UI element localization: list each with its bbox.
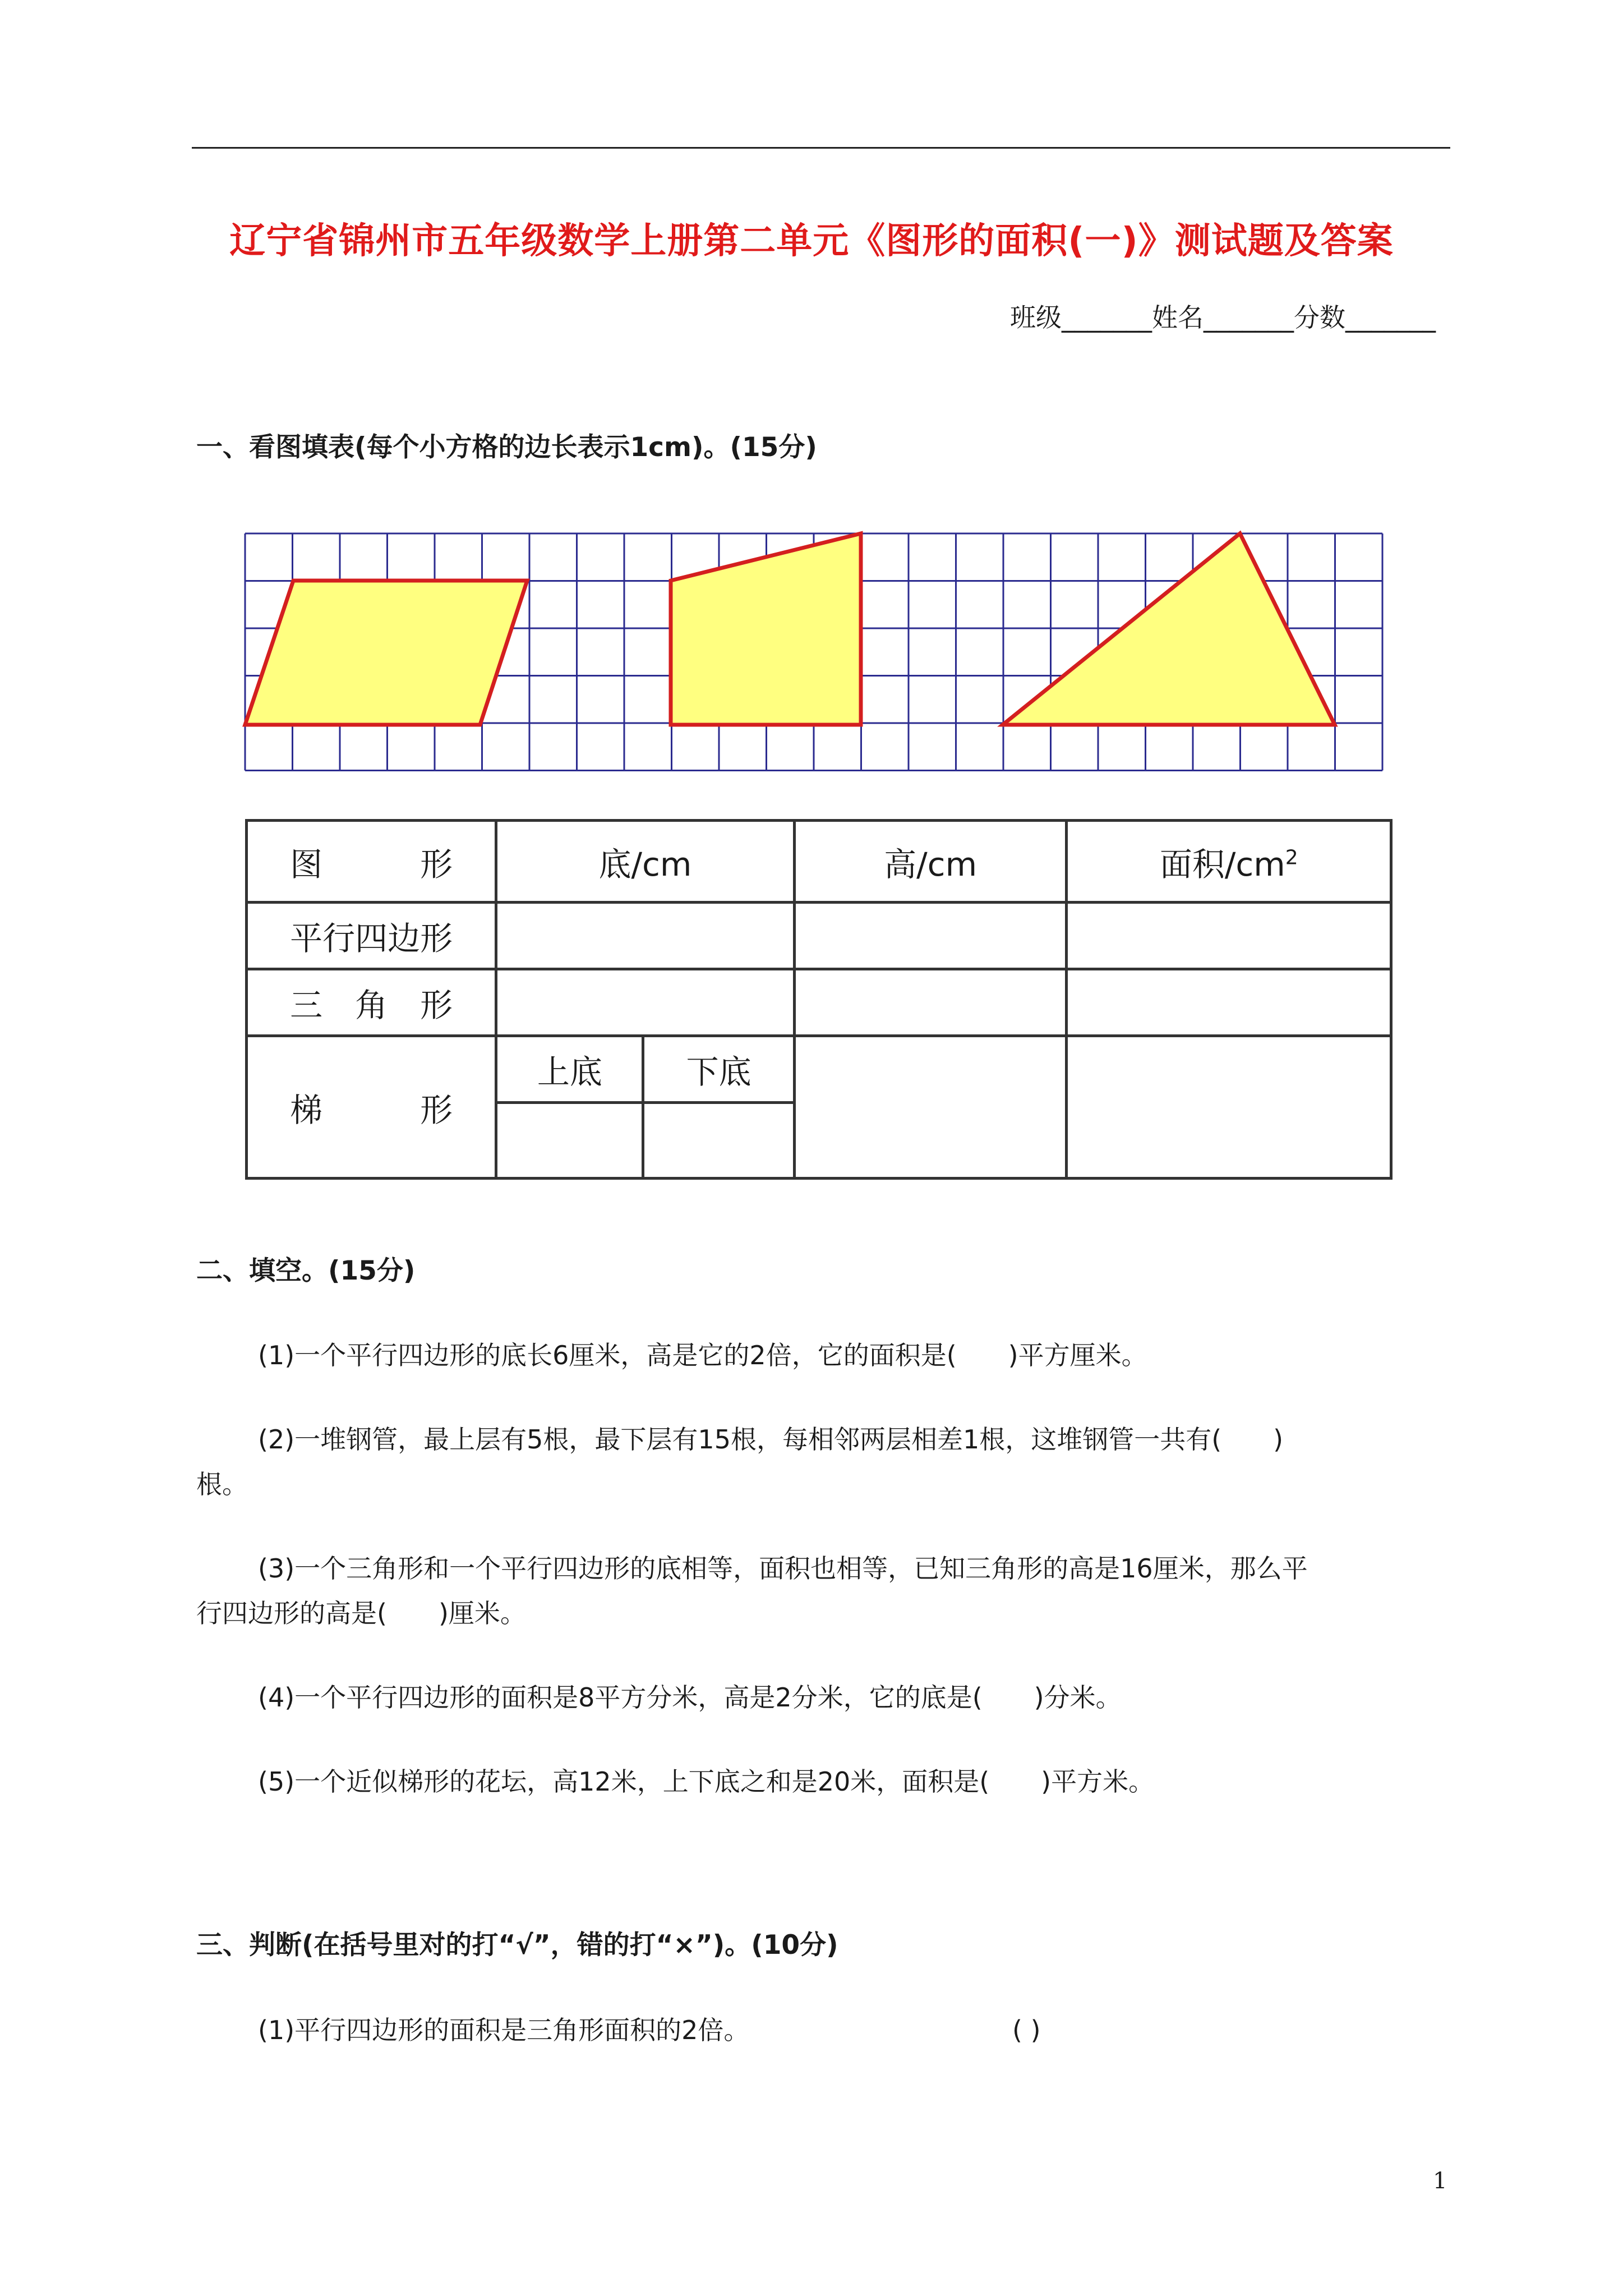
fill-question-2: (2)一堆钢管，最上层有5根，最下层有15根，每相邻两层相差1根，这堆钢管一共有( ) xyxy=(258,1424,1284,1455)
header-shape: 图 形 xyxy=(247,821,496,903)
fill-question-4: (4)一个平行四边形的面积是8平方分米，高是2分米，它的底是( )分米。 xyxy=(258,1682,1122,1713)
trapezoid-shape xyxy=(671,533,861,725)
shape-grid-figure xyxy=(0,0,1623,797)
fill-question-1: (1)一个平行四边形的底长6厘米，高是它的2倍，它的面积是( )平方厘米。 xyxy=(258,1340,1147,1370)
parallelogram-height-cell[interactable] xyxy=(794,903,1067,969)
section1-heading: 一、看图填表(每个小方格的边长表示1cm)。(15分) xyxy=(196,432,817,463)
row-trapezoid: 梯 形 xyxy=(247,1036,496,1179)
fill-question-5: (5)一个近似梯形的花坛，高12米，上下底之和是20米，面积是( )平方米。 xyxy=(258,1766,1155,1797)
triangle-area-cell[interactable] xyxy=(1067,969,1391,1036)
trapezoid-height-cell[interactable] xyxy=(794,1036,1067,1179)
upper-base-label: 上底 xyxy=(496,1036,643,1103)
fill-question-3-cont: 行四边形的高是( )厘米。 xyxy=(196,1598,526,1628)
row-parallelogram: 平行四边形 xyxy=(247,903,496,969)
header-area: 面积$/cm^2$ xyxy=(1067,821,1391,903)
parallelogram-area-cell[interactable] xyxy=(1067,903,1391,969)
fill-question-2-cont: 根。 xyxy=(196,1469,248,1499)
page-title: 辽宁省锦州市五年级数学上册第二单元《图形的面积(一)》测试题及答案 xyxy=(229,220,1394,262)
section3-heading: 三、判断(在括号里对的打“√”，错的打“×”)。(10分) xyxy=(196,1930,838,1961)
triangle-height-cell[interactable] xyxy=(794,969,1067,1036)
header-base: 底/cm xyxy=(496,821,795,903)
page-number: 1 xyxy=(1433,2168,1447,2194)
student-info-line: 班级_______姓名_______分数_______ xyxy=(1010,302,1436,333)
header-height: 高/cm xyxy=(794,821,1067,903)
judge-answer-paren[interactable]: ( ) xyxy=(1012,2015,1041,2045)
parallelogram-shape xyxy=(245,581,527,725)
upper-base-cell[interactable] xyxy=(496,1103,643,1179)
lower-base-cell[interactable] xyxy=(643,1103,794,1179)
trapezoid-area-cell[interactable] xyxy=(1067,1036,1391,1179)
parallelogram-base-cell[interactable] xyxy=(496,903,795,969)
lower-base-label: 下底 xyxy=(643,1036,794,1103)
row-triangle: 三 角 形 xyxy=(247,969,496,1036)
fill-question-3: (3)一个三角形和一个平行四边形的底相等，面积也相等，已知三角形的高是16厘米，那么平 xyxy=(258,1553,1308,1584)
section2-heading: 二、填空。(15分) xyxy=(196,1255,416,1286)
answer-table xyxy=(245,819,1393,1180)
triangle-base-cell[interactable] xyxy=(496,969,795,1036)
judge-question-1: (1)平行四边形的面积是三角形面积的2倍。 xyxy=(258,2015,750,2045)
